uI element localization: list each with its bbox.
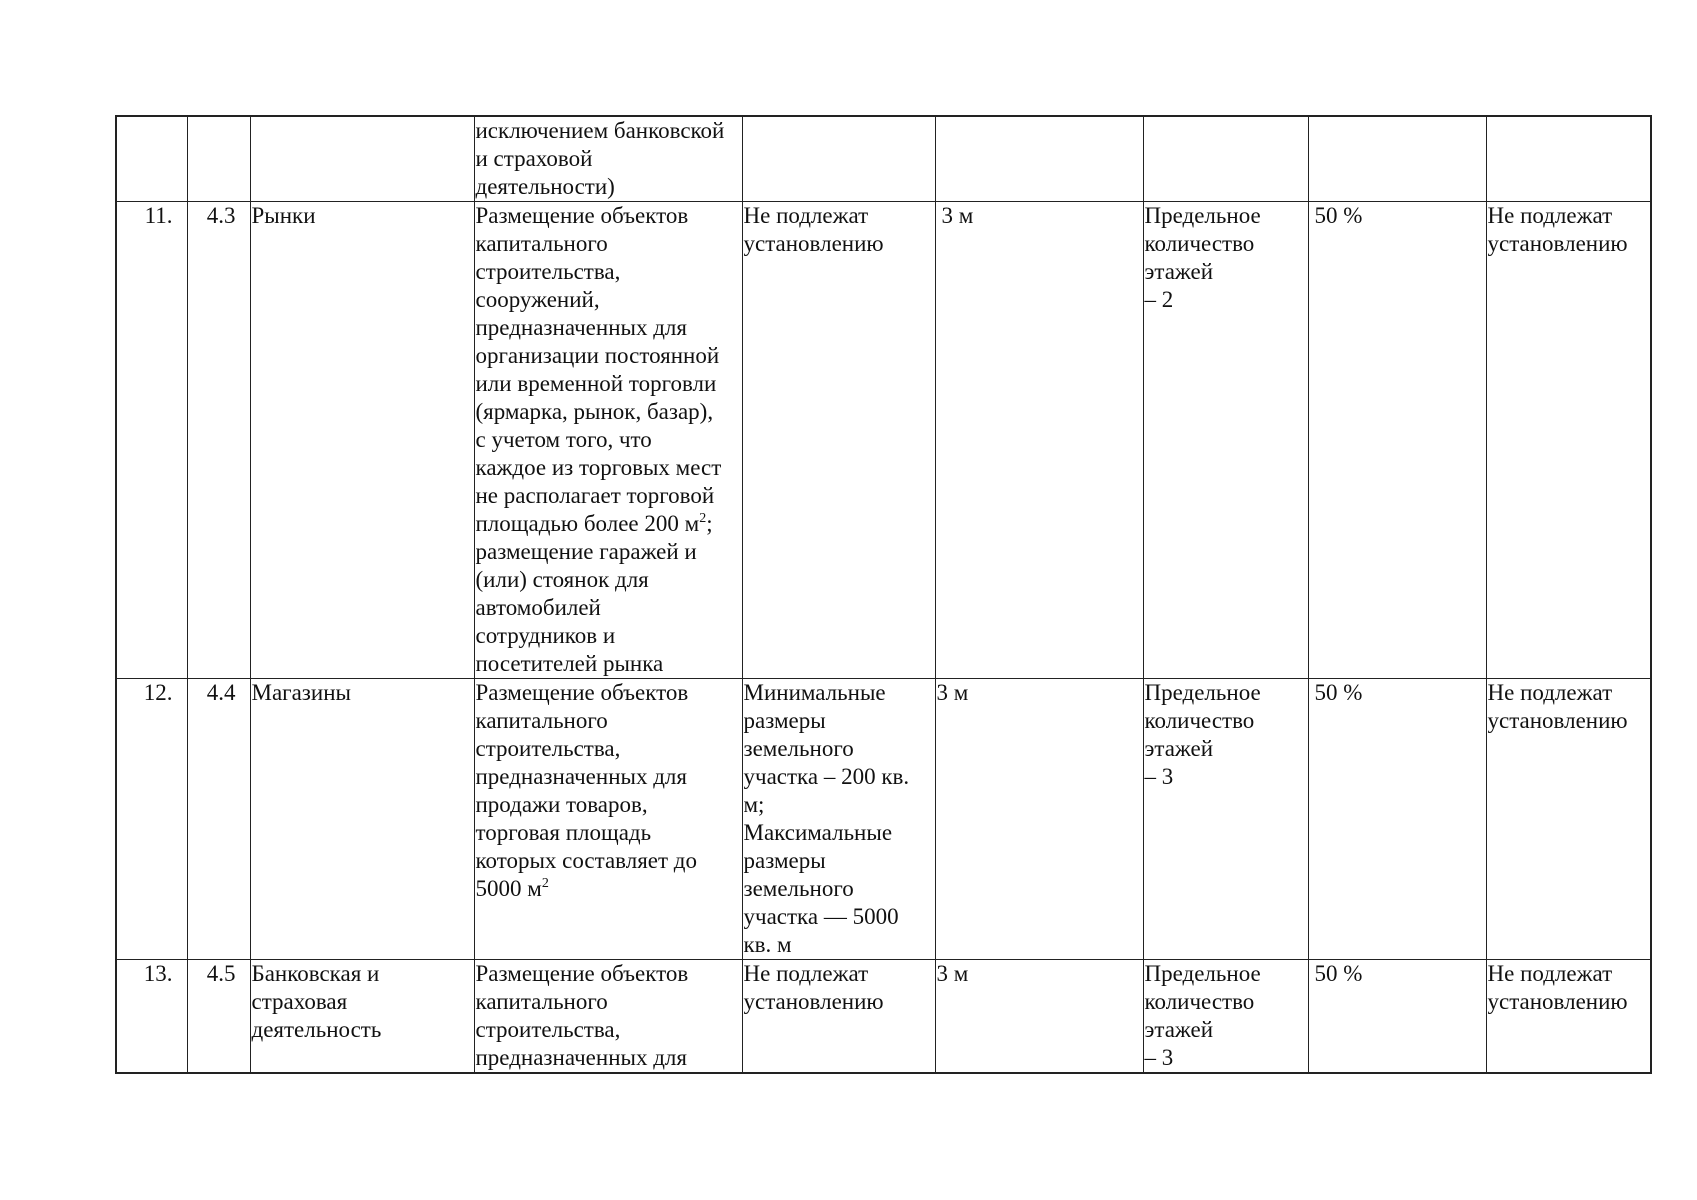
description-line: капитального bbox=[475, 989, 608, 1014]
description-line: или временной торговли bbox=[475, 371, 717, 396]
description-line: сотрудников и bbox=[475, 623, 616, 648]
plot-size-cell bbox=[742, 116, 935, 202]
plot-size-cell bbox=[742, 202, 935, 679]
plot-size-line: Минимальные bbox=[743, 680, 886, 705]
use-name-cell bbox=[250, 202, 474, 679]
other-params-cell bbox=[1486, 960, 1651, 1074]
floors-line: этажей bbox=[1144, 1017, 1214, 1042]
description-line: предназначенных для bbox=[475, 1045, 687, 1070]
table-row bbox=[116, 116, 1651, 202]
use-description-cell bbox=[474, 679, 742, 960]
plot-size-line: Не подлежат bbox=[743, 203, 869, 228]
use-name-line: Банковская и bbox=[251, 961, 380, 986]
description-line: строительства, bbox=[475, 259, 621, 284]
use-description-cell bbox=[474, 960, 742, 1074]
coverage-cell: 50 % bbox=[1308, 960, 1486, 1074]
use-code-cell bbox=[187, 116, 250, 202]
description-text: площадью более 200 м bbox=[475, 511, 700, 536]
superscript: 2 bbox=[541, 876, 549, 891]
setback-cell: 3 м bbox=[935, 960, 1143, 1074]
description-line: капитального bbox=[475, 231, 608, 256]
plot-size-cell bbox=[742, 679, 935, 960]
use-code-cell: 4.3 bbox=[187, 202, 250, 679]
description-line: строительства, bbox=[475, 736, 621, 761]
description-line: Размещение объектов bbox=[475, 203, 689, 228]
other-params-line: установлению bbox=[1487, 708, 1628, 733]
description-line: сооружений, bbox=[475, 287, 600, 312]
setback-cell: 3 м bbox=[935, 202, 1143, 679]
description-line: размещение гаражей и bbox=[475, 539, 697, 564]
use-name-line: деятельность bbox=[251, 1017, 382, 1042]
description-line: деятельности) bbox=[475, 174, 615, 199]
plot-size-line: установлению bbox=[743, 989, 884, 1014]
use-code-cell: 4.4 bbox=[187, 679, 250, 960]
setback-cell: 3 м bbox=[935, 679, 1143, 960]
other-params-line: Не подлежат bbox=[1487, 203, 1613, 228]
table-row bbox=[116, 960, 1651, 1074]
use-code-cell: 4.5 bbox=[187, 960, 250, 1074]
description-line: предназначенных для bbox=[475, 315, 687, 340]
description-line: капитального bbox=[475, 708, 608, 733]
row-number-cell: 11. bbox=[116, 202, 187, 679]
description-line-with-superscript bbox=[476, 875, 741, 903]
floors-cell bbox=[1143, 679, 1308, 960]
plot-size-line: кв. м bbox=[743, 932, 792, 957]
description-line: организации постоянной bbox=[475, 343, 720, 368]
coverage-cell: 50 % bbox=[1308, 202, 1486, 679]
plot-size-line: размеры bbox=[743, 848, 826, 873]
floors-line: количество bbox=[1144, 231, 1255, 256]
floors-line: этажей bbox=[1144, 736, 1214, 761]
floors-line: количество bbox=[1144, 989, 1255, 1014]
table-row bbox=[116, 202, 1651, 679]
use-description-cell bbox=[474, 202, 742, 679]
description-line: продажи товаров, bbox=[475, 792, 648, 817]
description-line: и страховой bbox=[475, 146, 593, 171]
description-line: торговая площадь bbox=[475, 820, 652, 845]
row-number-cell: 13. bbox=[116, 960, 187, 1074]
setback-cell bbox=[935, 116, 1143, 202]
plot-size-line: участка – 200 кв. bbox=[743, 764, 910, 789]
description-line: каждое из торговых мест bbox=[475, 455, 722, 480]
other-params-cell bbox=[1486, 679, 1651, 960]
other-params-cell bbox=[1486, 116, 1651, 202]
plot-size-line: размеры bbox=[743, 708, 826, 733]
floors-line: – 2 bbox=[1144, 287, 1174, 312]
description-line: (или) стоянок для bbox=[475, 567, 649, 592]
floors-line: – 3 bbox=[1144, 764, 1174, 789]
row-number-cell bbox=[116, 116, 187, 202]
plot-size-line: участка — 5000 bbox=[743, 904, 899, 929]
other-params-line: Не подлежат bbox=[1487, 961, 1613, 986]
description-line-with-superscript bbox=[476, 510, 741, 538]
description-line: предназначенных для bbox=[475, 764, 687, 789]
plot-size-line: Максимальные bbox=[743, 820, 893, 845]
plot-size-line: земельного bbox=[743, 876, 854, 901]
description-line: которых составляет до bbox=[475, 848, 698, 873]
other-params-line: установлению bbox=[1487, 989, 1628, 1014]
zoning-table bbox=[115, 115, 1652, 1074]
floors-line: этажей bbox=[1144, 259, 1214, 284]
floors-line: Предельное bbox=[1144, 203, 1261, 228]
description-line: исключением банковской bbox=[475, 118, 725, 143]
row-number-cell: 12. bbox=[116, 679, 187, 960]
plot-size-line: установлению bbox=[743, 231, 884, 256]
floors-line: количество bbox=[1144, 708, 1255, 733]
use-name-cell bbox=[250, 960, 474, 1074]
description-line: автомобилей bbox=[475, 595, 601, 620]
description-line: посетителей рынка bbox=[475, 651, 664, 676]
other-params-line: Не подлежат bbox=[1487, 680, 1613, 705]
description-line: строительства, bbox=[475, 1017, 621, 1042]
description-line: Размещение объектов bbox=[475, 680, 689, 705]
description-line: не располагает торговой bbox=[475, 483, 715, 508]
coverage-cell bbox=[1308, 116, 1486, 202]
table-row bbox=[116, 679, 1651, 960]
floors-line: Предельное bbox=[1144, 961, 1261, 986]
plot-size-line: Не подлежат bbox=[743, 961, 869, 986]
floors-line: Предельное bbox=[1144, 680, 1261, 705]
description-tail: ; bbox=[706, 511, 713, 536]
other-params-line: установлению bbox=[1487, 231, 1628, 256]
coverage-cell: 50 % bbox=[1308, 679, 1486, 960]
use-name-line: страховая bbox=[251, 989, 348, 1014]
description-line: с учетом того, что bbox=[475, 427, 652, 452]
plot-size-cell bbox=[742, 960, 935, 1074]
plot-size-line: земельного bbox=[743, 736, 854, 761]
floors-line: – 3 bbox=[1144, 1045, 1174, 1070]
floors-cell bbox=[1143, 960, 1308, 1074]
description-line: (ярмарка, рынок, базар), bbox=[475, 399, 714, 424]
floors-cell bbox=[1143, 202, 1308, 679]
use-name-line: Магазины bbox=[251, 680, 351, 705]
use-name-cell bbox=[250, 679, 474, 960]
other-params-cell bbox=[1486, 202, 1651, 679]
use-description-cell bbox=[474, 116, 742, 202]
description-text: 5000 м bbox=[475, 876, 542, 901]
floors-cell bbox=[1143, 116, 1308, 202]
description-line: Размещение объектов bbox=[475, 961, 689, 986]
use-name-line: Рынки bbox=[251, 203, 316, 228]
use-name-cell bbox=[250, 116, 474, 202]
plot-size-line: м; bbox=[743, 792, 765, 817]
superscript: 2 bbox=[699, 511, 707, 526]
